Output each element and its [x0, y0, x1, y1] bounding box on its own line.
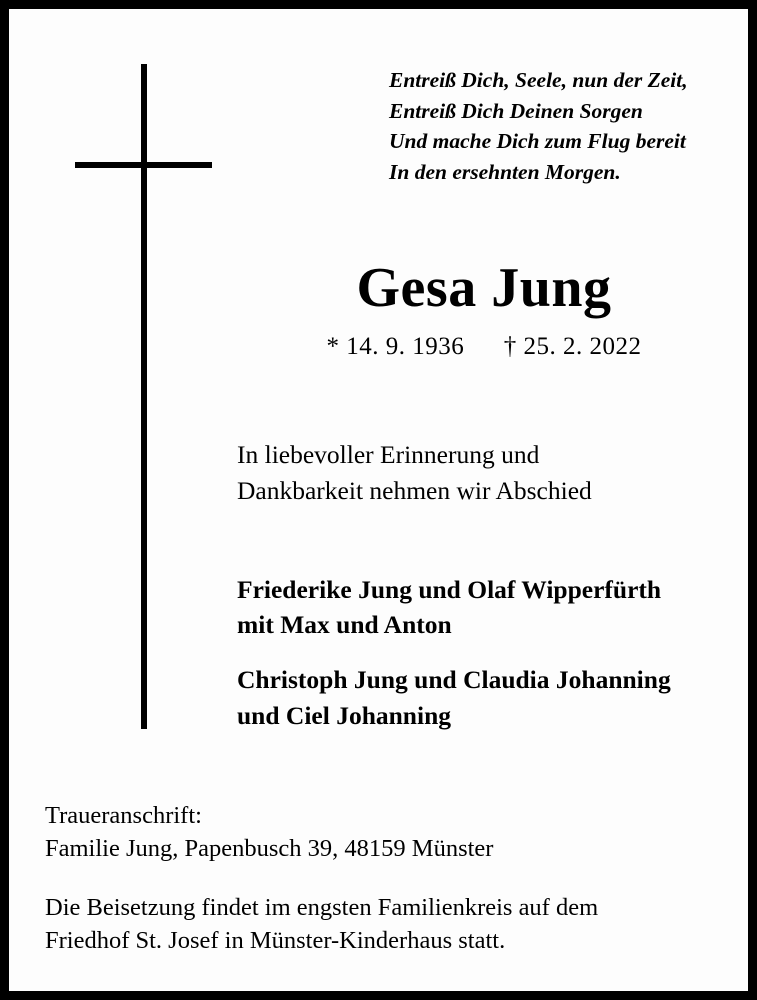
poem-line-3: Und mache Dich zum Flug bereit	[389, 129, 686, 154]
funeral-info	[45, 891, 735, 957]
deceased-block	[234, 259, 734, 361]
family-line: mit Max und Anton	[237, 610, 452, 640]
cross-horizontal-bar	[75, 162, 212, 168]
address-value: Familie Jung, Papenbusch 39, 48159 Münster	[45, 835, 494, 863]
memorial-line-1: In liebevoller Erinnerung und	[237, 440, 540, 469]
death-date: † 25. 2. 2022	[503, 332, 642, 360]
poem-line-4: In den ersehnten Morgen.	[389, 159, 621, 184]
family-names	[237, 572, 737, 733]
memorial-line-2: Dankbarkeit nehmen wir Abschied	[237, 476, 592, 506]
footer-info	[45, 799, 735, 957]
family-line: Christoph Jung und Claudia Johanning	[237, 665, 671, 695]
funeral-line-1: Die Beisetzung findet im engsten Familienkreis auf dem	[45, 894, 599, 922]
family-line: Friederike Jung und Olaf Wipperfürth	[237, 575, 662, 604]
deceased-dates	[234, 333, 734, 361]
poem-line-2: Entreiß Dich Deinen Sorgen	[389, 98, 643, 123]
obituary-inner	[9, 9, 748, 991]
birth-date: * 14. 9. 1936	[326, 332, 465, 360]
address-label: Traueranschrift:	[45, 802, 202, 829]
family-group	[237, 662, 737, 732]
mourning-address	[45, 799, 735, 865]
poem-line-1: Entreiß Dich, Seele, nun der Zeit,	[389, 68, 688, 92]
deceased-name: Gesa Jung	[356, 257, 612, 319]
memorial-poem	[389, 65, 734, 187]
family-line: und Ciel Johanning	[237, 700, 452, 730]
cross-icon	[71, 64, 221, 729]
family-group	[237, 572, 737, 642]
funeral-line-2: Friedhof St. Josef in Münster-Kinderhaus statt.	[45, 927, 506, 955]
memorial-text	[237, 437, 737, 509]
